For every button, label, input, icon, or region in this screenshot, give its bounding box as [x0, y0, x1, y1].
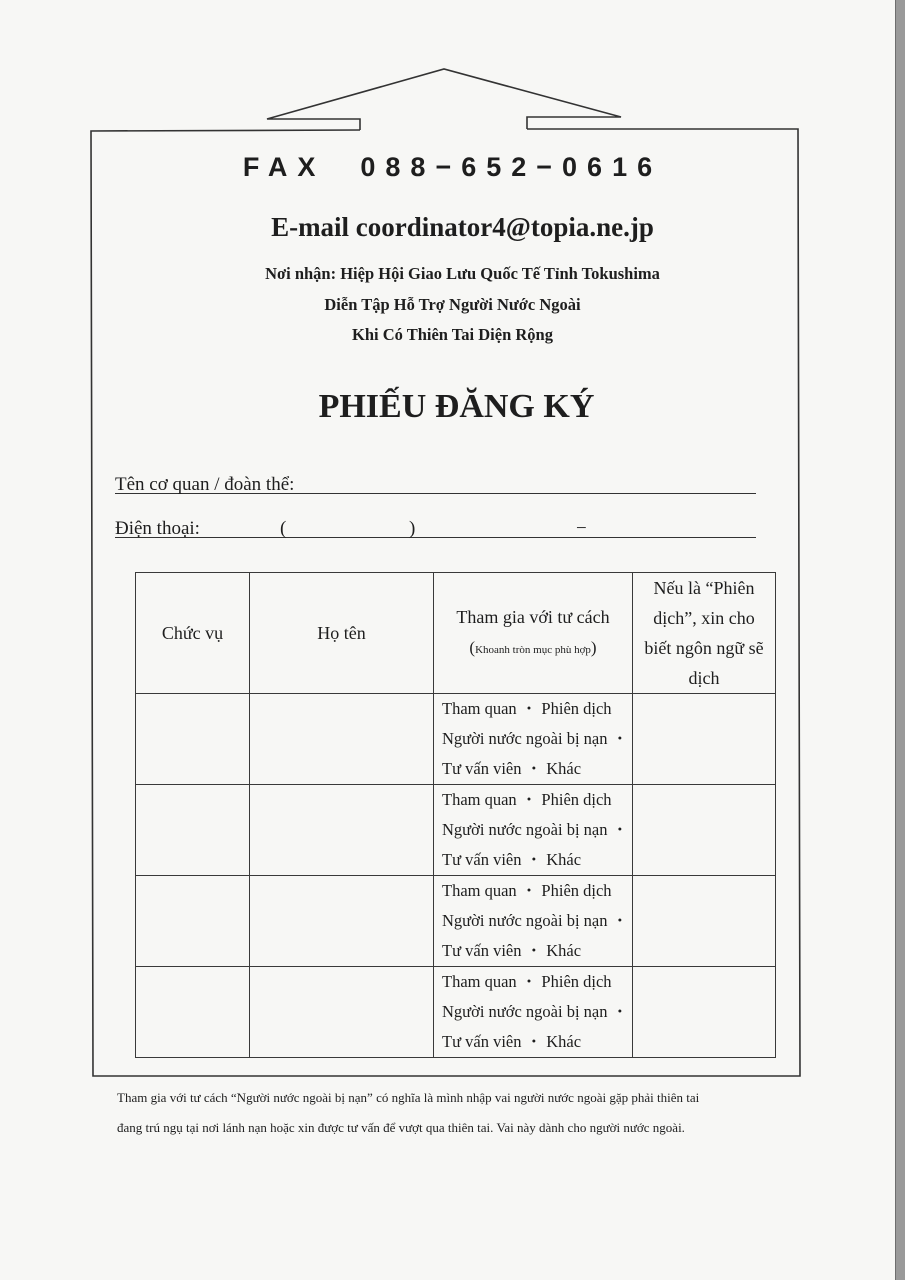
- role-option-line2[interactable]: Người nước ngoài bị nạn ・: [442, 820, 629, 839]
- header-language: Nếu là “Phiên dịch”, xin cho biết ngôn ngữ sẽ dịch: [633, 573, 776, 694]
- table-header-row: [136, 573, 776, 694]
- organization-field[interactable]: [115, 467, 756, 494]
- table-row: [136, 876, 776, 967]
- header-position: Chức vụ: [136, 573, 250, 694]
- phone-open-paren: (: [280, 518, 287, 539]
- footnote-line1: Tham gia với tư cách “Người nước ngoài bị nạn” có nghĩa là mình nhập vai người nước ngoài gặp phải thiên tai: [117, 1090, 700, 1105]
- registration-table: [135, 572, 776, 1058]
- email-address: E-mail coordinator4@topia.ne.jp: [271, 212, 654, 242]
- role-option-line2[interactable]: Người nước ngoài bị nạn ・: [442, 911, 629, 930]
- header-role-note: Khoanh tròn mục phù hợp: [475, 643, 591, 656]
- phone-dash: −: [576, 518, 587, 539]
- header-name: Họ tên: [250, 573, 434, 694]
- position-cell[interactable]: [136, 785, 250, 876]
- position-cell[interactable]: [136, 876, 250, 967]
- language-cell[interactable]: [633, 967, 776, 1058]
- language-cell[interactable]: [633, 694, 776, 785]
- table-row: [136, 694, 776, 785]
- organization-label: Tên cơ quan / đoàn thể:: [115, 474, 295, 495]
- role-options-cell[interactable]: [434, 876, 633, 967]
- phone-label: Điện thoại:: [115, 518, 200, 539]
- event-title-line2: Khi Có Thiên Tai Diện Rộng: [352, 325, 553, 344]
- role-option-line2[interactable]: Người nước ngoài bị nạn ・: [442, 729, 629, 748]
- role-option-line3[interactable]: Tư vấn viên ・ Khác: [442, 759, 582, 778]
- header-role: [434, 573, 633, 694]
- role-option-line1[interactable]: Tham quan ・ Phiên dịch: [442, 881, 612, 900]
- phone-close-paren: ): [409, 518, 416, 539]
- role-option-line1[interactable]: Tham quan ・ Phiên dịch: [442, 699, 612, 718]
- recipient: Nơi nhận: Hiệp Hội Giao Lưu Quốc Tế Tỉnh Tokushima: [265, 264, 660, 283]
- header-role-note-open: (: [469, 637, 476, 657]
- table-row: [136, 967, 776, 1058]
- position-cell[interactable]: [136, 694, 250, 785]
- role-option-line1[interactable]: Tham quan ・ Phiên dịch: [442, 790, 612, 809]
- role-option-line3[interactable]: Tư vấn viên ・ Khác: [442, 1032, 582, 1051]
- event-title-line1: Diễn Tập Hỗ Trợ Người Nước Ngoài: [324, 295, 581, 314]
- name-cell[interactable]: [250, 785, 434, 876]
- name-cell[interactable]: [250, 694, 434, 785]
- name-cell[interactable]: [250, 876, 434, 967]
- footnote-line2: đang trú ngụ tại nơi lánh nạn hoặc xin được tư vấn để vượt qua thiên tai. Vai này dành cho người nước ngoài.: [117, 1120, 685, 1135]
- language-cell[interactable]: [633, 785, 776, 876]
- table-row: [136, 785, 776, 876]
- role-option-line3[interactable]: Tư vấn viên ・ Khác: [442, 850, 582, 869]
- role-options-cell[interactable]: [434, 694, 633, 785]
- role-options-cell[interactable]: [434, 785, 633, 876]
- fax-number: FAX 088−652−0616: [242, 152, 663, 182]
- role-option-line1[interactable]: Tham quan ・ Phiên dịch: [442, 972, 612, 991]
- phone-field[interactable]: [115, 511, 756, 538]
- role-option-line2[interactable]: Người nước ngoài bị nạn ・: [442, 1002, 629, 1021]
- page-title: PHIẾU ĐĂNG KÝ: [318, 388, 595, 425]
- role-options-cell[interactable]: [434, 967, 633, 1058]
- header-role-label: Tham gia với tư cách: [456, 606, 610, 627]
- header-role-note-close: ): [590, 637, 597, 657]
- position-cell[interactable]: [136, 967, 250, 1058]
- role-option-line3[interactable]: Tư vấn viên ・ Khác: [442, 941, 582, 960]
- language-cell[interactable]: [633, 876, 776, 967]
- arrow-up-icon: [267, 69, 621, 130]
- name-cell[interactable]: [250, 967, 434, 1058]
